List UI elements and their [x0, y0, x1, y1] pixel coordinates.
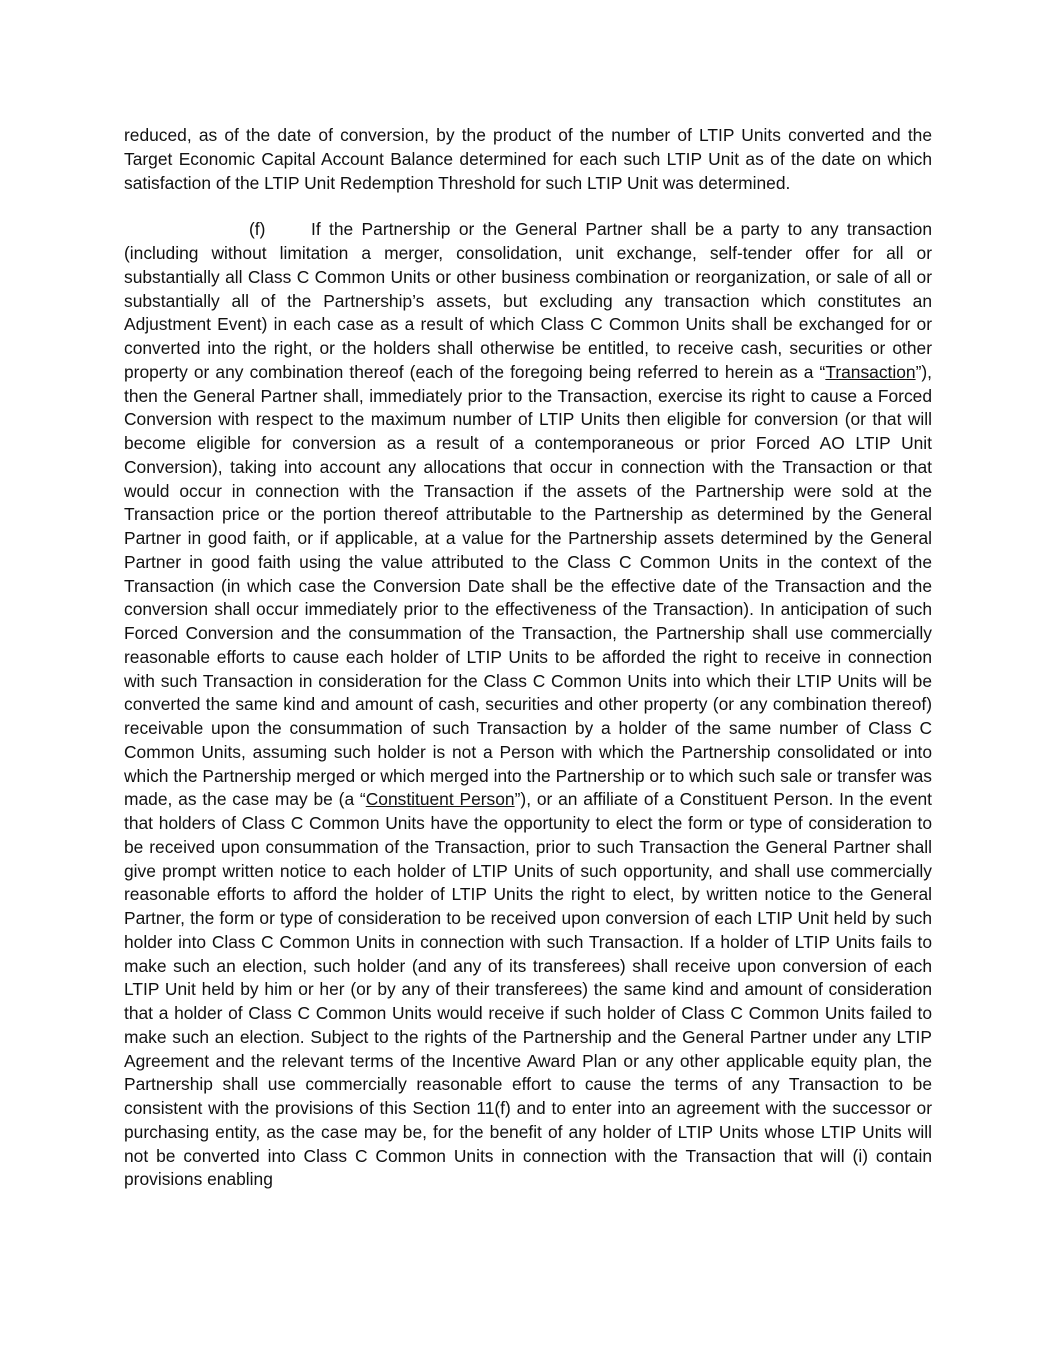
paragraph-continuation: reduced, as of the date of conversion, by the product of the number of LTIP Units converted and the Target Economic Capital Account Balance determined for each such LTIP Unit as of the date on which satisfaction of the LTIP Unit Redemption Threshold for such LTIP Unit was determined. — [124, 125, 932, 193]
paragraph-text-c: ”), or an affiliate of a Constituent Person. In the event that holders of Class C Common Units have the opportunity to elect the form or type of consideration to be received upon consummation of the Transaction, prior to such Transaction the General Partner shall give prompt written notice to each holder of LTIP Units of such opportunity, and shall use commercially reasonable efforts to afford the holder of LTIP Units the right to elect, by written notice to the General Partner, the form or type of consideration to be received upon conversion of each LTIP Unit held by such holder into Class C Common Units in connection with such Transaction. If a holder of LTIP Units fails to make such an election, such holder (and any of its transferees) shall receive upon conversion of each LTIP Unit held by him or her (or by any of their transferees) the same kind and amount of consideration that a holder of Class C Common Units would receive if such holder of Class C Common Units failed to make such an election. Subject to the rights of the Partnership and the General Partner under any LTIP Agreement and the relevant terms of the Incentive Award Plan or any other applicable equity plan, the Partnership shall use commercially reasonable effort to cause the terms of any Transaction to be consistent with the provisions of this Section 11(f) and to enter into an agreement with the successor or purchasing entity, as the case may be, for the benefit of any holder of LTIP Units whose LTIP Units will not be converted into Class C Common Units in connection with the Transaction that will (i) contain provisions enabling — [124, 789, 932, 1190]
defined-term-transaction: Transaction — [825, 361, 916, 382]
paragraph-section-11f — [124, 218, 932, 1192]
document-page — [124, 124, 932, 1192]
paragraph-text-a: If the Partnership or the General Partner shall be a party to any transaction (including without limitation a merger, consolidation, unit exchange, self-tender offer for all or substantially all Class C Common Units or other business combination or reorganization, or sale of all or substantially all of the Partnership’s assets, but excluding any transaction which constitutes an Adjustment Event) in each case as a result of which Class C Common Units shall be exchanged for or converted into the right, or the holders shall otherwise be entitled, to receive cash, securities or other property or any combination thereof (each of the foregoing being referred to herein as a “ — [124, 219, 932, 382]
paragraph-text-b: ”), then the General Partner shall, immediately prior to the Transaction, exercise its right to cause a Forced Conversion with respect to the maximum number of LTIP Units then eligible for conversion (or that will become eligible for conversion as a result of a contemporaneous or prior Forced AO LTIP Unit Conversion), taking into account any allocations that occur in connection with the Transaction or that would occur in connection with the Transaction if the assets of the Partnership were sold at the Transaction price or the portion thereof attributable to the Partnership as determined by the General Partner in good faith, or if applicable, at a value for the Partnership assets determined by the General Partner in good faith using the value attributed to the Class C Common Units in the context of the Transaction (in which case the Conversion Date shall be the effective date of the Transaction and the conversion shall occur immediately prior to the effectiveness of the Transaction). In anticipation of such Forced Conversion and the consummation of the Transaction, the Partnership shall use commercially reasonable efforts to cause each holder of LTIP Units to be afforded the right to receive in connection with such Transaction in consideration for the Class C Common Units into which their LTIP Units will be converted the same kind and amount of cash, securities and other property (or any combination thereof) receivable upon the consummation of such Transaction by a holder of the same number of Class C Common Units, assuming such holder is not a Person with which the Partnership consolidated or into which the Partnership merged or which merged into the Partnership or to which such sale or transfer was made, as the case may be (a “ — [124, 361, 932, 810]
section-label: (f) — [249, 219, 266, 240]
defined-term-constituent-person: Constituent Person — [365, 789, 515, 810]
